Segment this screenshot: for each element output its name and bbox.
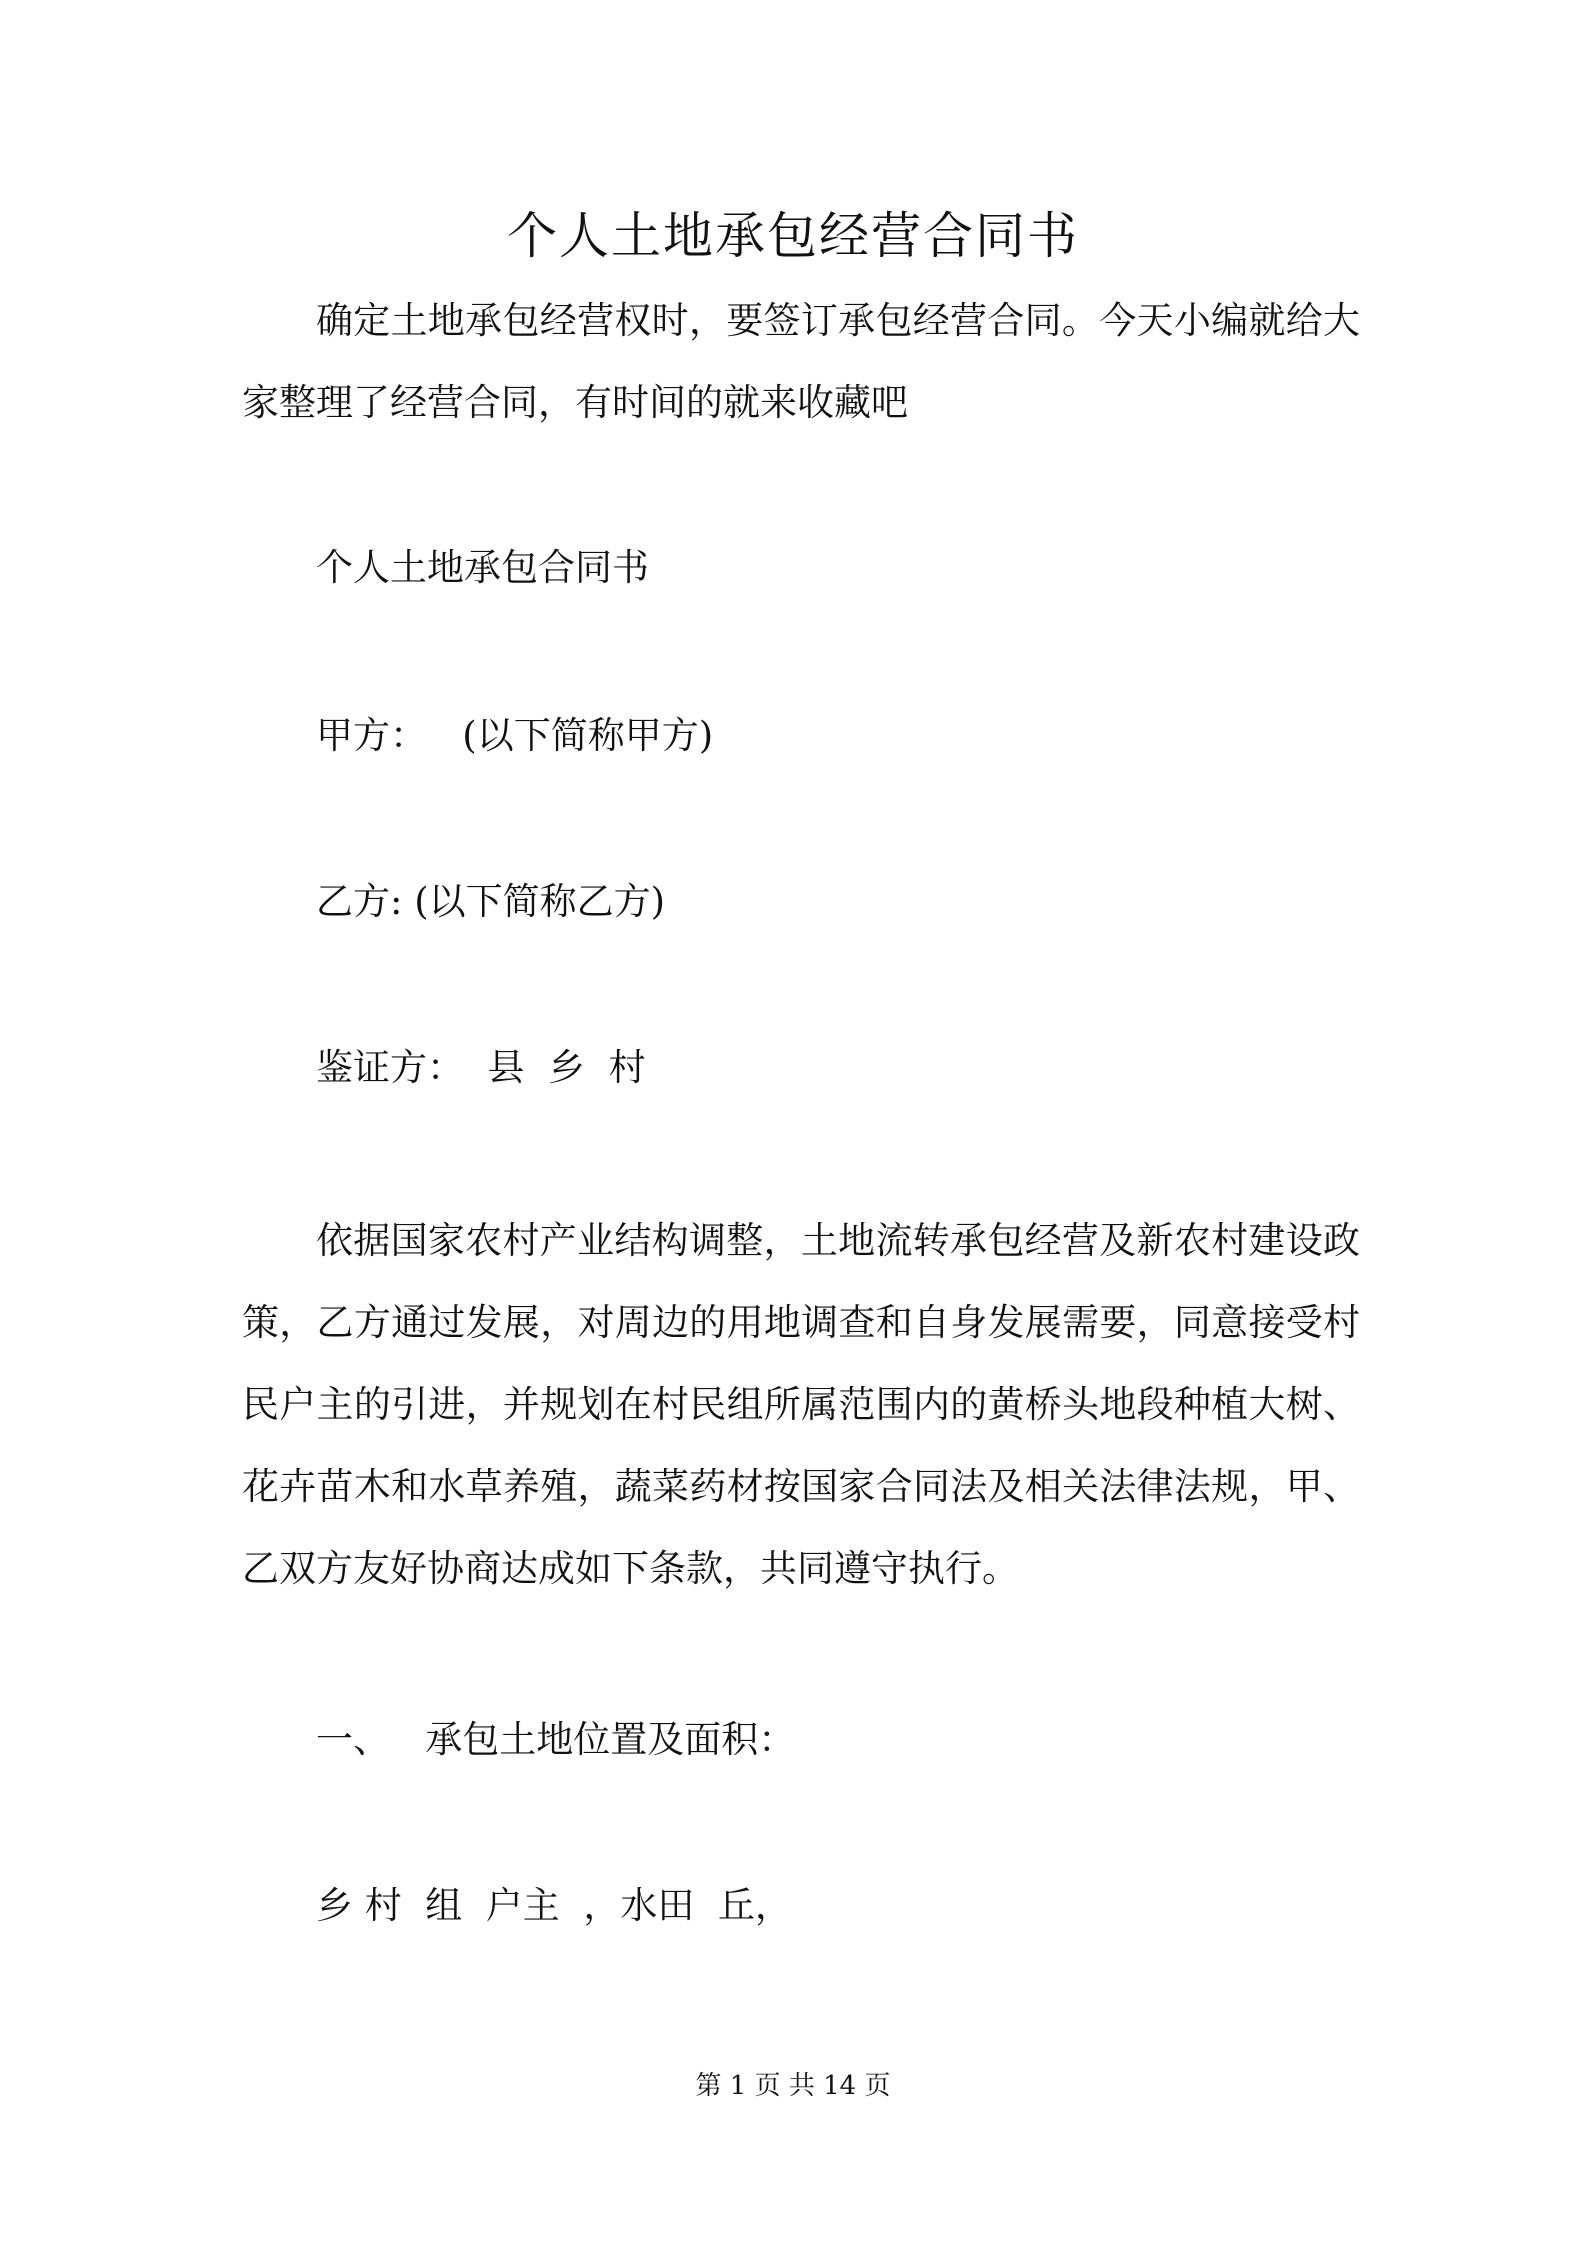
- section-1-heading: 一、 承包土地位置及面积：: [316, 1718, 796, 1761]
- basis-paragraph: 依据国家农村产业结构调整，土地流转承包经营及新农村建设政策，乙方通过发展，对周边的用地调查和自身发展需要，同意接受村民户主的引进，并规划在村民组所属范围内的黄桥头地段种植大树、花卉苗木和水草养殖，蔬菜药材按国家合同法及相关法律法规，甲、乙双方友好协商达成如下条款，共同遵守执行。: [242, 1219, 1360, 1590]
- party-a-line: 甲方： (以下简称甲方): [316, 714, 714, 757]
- party-b-line: 乙方: (以下简称乙方): [316, 880, 666, 923]
- land-location-line: 乡 村 组 户主 ，水田 丘，: [316, 1884, 792, 1927]
- intro-paragraph: 确定土地承包经营权时，要签订承包经营合同。今天小编就给大家整理了经营合同，有时间的就来收藏吧: [242, 299, 1360, 424]
- contract-title: 个人土地承包合同书: [316, 546, 649, 589]
- witness-line: 鉴证方： 县 乡 村: [316, 1046, 646, 1089]
- document-title: 个人土地承包经营合同书: [507, 207, 1079, 265]
- page-number-footer: 第 1 页 共 14 页: [695, 2071, 891, 2101]
